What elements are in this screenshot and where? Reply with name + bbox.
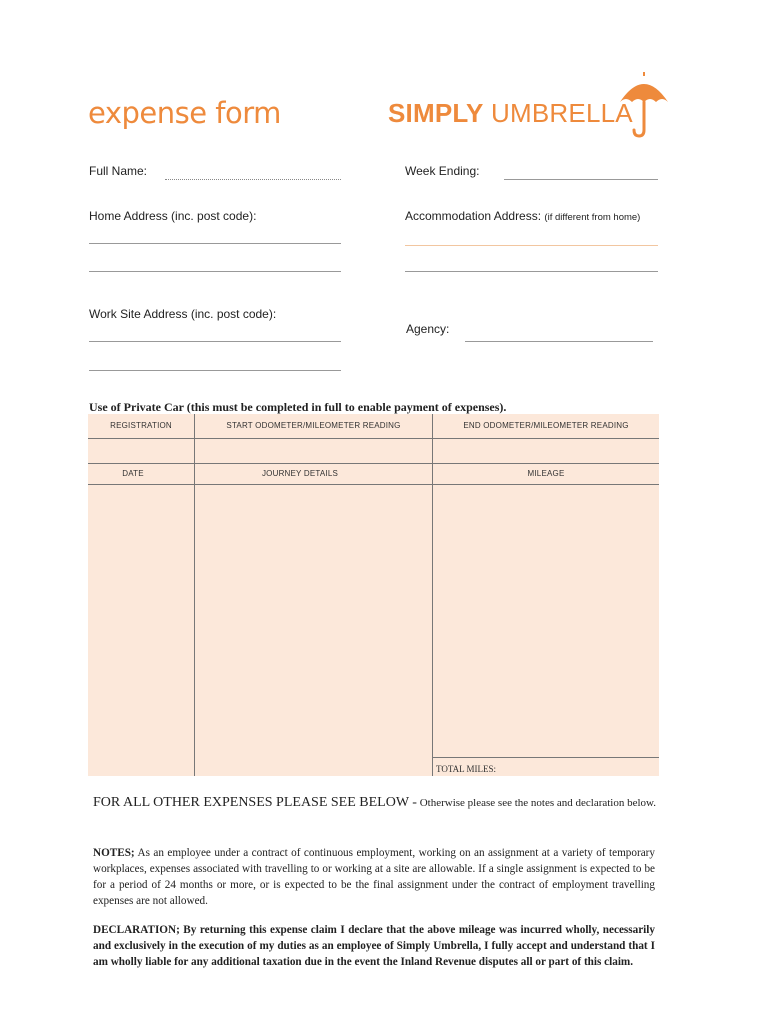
full-name-label: Full Name: (89, 164, 148, 178)
accommodation-address-line-1[interactable] (405, 245, 658, 246)
home-address-line-1[interactable] (89, 243, 341, 244)
accommodation-address-label (405, 209, 640, 223)
notes-paragraph (93, 845, 655, 909)
journey-details-cell[interactable] (195, 485, 432, 776)
form-title: expense form (88, 96, 281, 130)
column-header-mileage: MILEAGE (527, 469, 565, 478)
other-expenses-text: Otherwise please see the notes and declaration below. (416, 797, 657, 809)
registration-cell[interactable] (88, 439, 194, 463)
column-header-journey-details: JOURNEY DETAILS (261, 469, 339, 478)
work-site-address-line-1[interactable] (89, 341, 341, 342)
column-header-end-odometer: END ODOMETER/MILEOMETER READING (463, 421, 629, 430)
other-expenses-note (93, 795, 673, 811)
table-divider (432, 757, 659, 758)
declaration-text: By returning this expense claim I declare that the above mileage was incurred wholly, necessarily and exclusively in the execution of my duties as an employee of Simply Umbrella, I fully accept and understand that I am wholly liable for any additional taxation due in the event the Inland Revenue disputes all or part of this claim. (93, 924, 655, 968)
date-cell[interactable] (88, 485, 194, 776)
home-address-line-2[interactable] (89, 271, 341, 272)
other-expenses-heading: FOR ALL OTHER EXPENSES PLEASE SEE BELOW - (93, 795, 417, 810)
private-car-table (88, 414, 659, 776)
brand-name-regular: UMBRELLA (491, 98, 633, 128)
accommodation-address-line-2[interactable] (405, 271, 658, 272)
agency-label: Agency: (406, 322, 450, 336)
umbrella-icon (618, 72, 670, 138)
declaration-paragraph (93, 922, 655, 970)
home-address-label: Home Address (inc. post code): (89, 209, 257, 223)
private-car-heading: Use of Private Car (this must be completed in full to enable payment of expenses). (89, 400, 507, 414)
end-odometer-cell[interactable] (433, 439, 659, 463)
work-site-address-line-2[interactable] (89, 370, 341, 371)
brand-name-bold: SIMPLY (388, 98, 484, 128)
full-name-field[interactable] (165, 179, 341, 180)
column-header-date: DATE (122, 469, 144, 478)
mileage-cell[interactable] (433, 485, 659, 757)
agency-field[interactable] (465, 341, 653, 342)
accommodation-address-text: Accommodation Address: (405, 209, 542, 223)
brand-logo-text (388, 98, 633, 129)
column-header-registration: REGISTRATION (110, 421, 172, 430)
week-ending-label: Week Ending: (405, 164, 480, 178)
table-divider (88, 463, 659, 464)
declaration-label: DECLARATION; (93, 924, 180, 936)
accommodation-note: (if different from home) (544, 212, 641, 223)
notes-label: NOTES; (93, 847, 135, 859)
week-ending-field[interactable] (504, 179, 658, 180)
notes-text: As an employee under a contract of continuous employment, working on an assignment at a variety of temporary workplaces, expenses associated with travelling to or working at a site are allowable. If a single assignment is expected to be for a period of 24 months or more, or is expected to be the final assignment under the contract of employment travelling expenses are not allowed. (93, 847, 655, 907)
column-header-start-odometer: START ODOMETER/MILEOMETER READING (226, 421, 401, 430)
start-odometer-cell[interactable] (195, 439, 432, 463)
total-miles-label: TOTAL MILES: (436, 764, 497, 774)
work-site-address-label: Work Site Address (inc. post code): (89, 307, 277, 321)
